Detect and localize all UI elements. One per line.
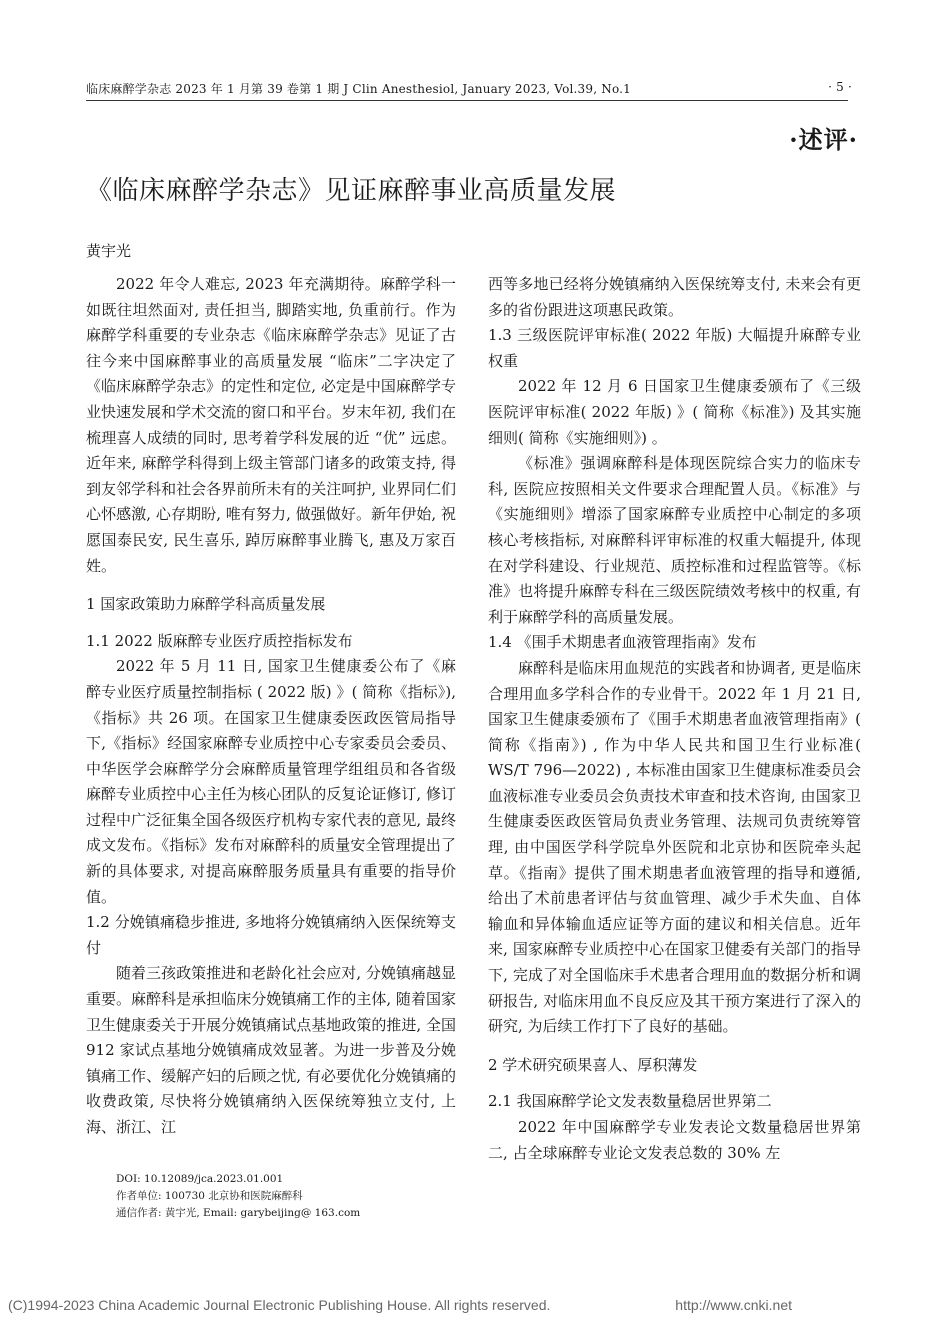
intro-paragraph: 2022 年令人难忘, 2023 年充满期待。麻醉学科一如既往坦然面对, 责任担当, 脚踏实地, 负重前行。作为麻醉学科重要的专业杂志《临床麻醉学杂志》见证了古往今来中国麻醉事业的高质量发展 “临床”二字决定了《临床麻醉学杂志》的定性和定位, 必定是中国麻醉学专业快速发展和学术交流的窗口和平台。岁末年初, 我们在梳理喜人成绩的同时, 思考着学科发展的近 “优” 远虑。近年来, 麻醉学科得到上级主管部门诸多的政策支持, 得到友邻学科和社会各界前所未有的关注呵护, 业界同仁们心怀感激, 心存期盼, 唯有努力, 做强做好。新年伊始, 祝愿国泰民安, 民生喜乐, 踔厉麻醉事业腾飞, 惠及万家百姓。 — [86, 275, 456, 575]
section-1-2-continued: 西等多地已经将分娩镇痛纳入医保统筹支付, 未来会有更多的省份跟进这项惠民政策。 — [488, 275, 861, 319]
affiliation: 作者单位: 100730 北京协和医院麻醉科 — [116, 1190, 303, 1202]
journal-info: 临床麻醉学杂志 2023 年 1 月第 39 卷第 1 期 J Clin Anesthesiol, January 2023, Vol.39, No.1 — [86, 82, 632, 96]
article-title: 《临床麻醉学杂志》见证麻醉事业高质量发展 — [86, 176, 617, 206]
article-author: 黄宇光 — [86, 242, 132, 260]
section-1-2-paragraph: 随着三孩政策推进和老龄化社会应对, 分娩镇痛越显重要。麻醉科是承担临床分娩镇痛工作的主体, 随着国家卫生健康委关于开展分娩镇痛试点基地政策的推进, 全国 912 家试点基地分娩镇痛成效显著。为进一步普及分娩镇痛工作、缓解产妇的后顾之忧, 有必要优化分娩镇痛的收费政策, 尽快将分娩镇痛纳入医保统筹独立支付, 上海、浙江、江 — [86, 964, 456, 1136]
section-1-3-paragraph-b: 《标准》强调麻醉科是体现医院综合实力的临床专科, 医院应按照相关文件要求合理配置人员。《标准》与《实施细则》增添了国家麻醉专业质控中心制定的多项核心考核指标, 对麻醉科评审标准的权重大幅提升, 体现在对学科建设、行业规范、质控标准和过程监管等。《标准》也将提升麻醉专科在三级医院绩效考核中的权重, 有利于麻醉学科的高质量发展。 — [488, 454, 861, 626]
cnki-url: http://www.cnki.net — [675, 1297, 792, 1313]
section-1-1-heading: 1.1 2022 版麻醉专业医疗质控指标发布 — [86, 631, 353, 650]
section-2-1-heading: 2.1 我国麻醉学论文发表数量稳居世界第二 — [488, 1092, 772, 1111]
page-number: · 5 · — [828, 80, 852, 94]
section-2-heading: 2 学术研究硕果喜人、厚积薄发 — [488, 1055, 698, 1074]
right-column — [488, 272, 861, 1166]
doi: DOI: 10.12089/jca.2023.01.001 — [116, 1173, 284, 1185]
section-1-4-paragraph: 麻醉科是临床用血规范的实践者和协调者, 更是临床合理用血多学科合作的专业骨干。2022 年 1 月 21 日, 国家卫生健康委颁布了《围手术期患者血液管理指南》( 简称《指南》) , 作为中华人民共和国卫生行业标准( WS/T 796—2022) , 本标准由国家卫生健康标准委员会血液标准专业委员会负责技术审查和技术咨询, 由国家卫生健康委医政医管局负责业务管理、法规司负责统筹管理, 由中国医学科学院阜外医院和北京协和医院牵头起草。《指南》提供了围术期患者血液管理的指导和遵循, 给出了术前患者评估与贫血管理、减少手术失血、自体输血和异体输血适应证等方面的建议和相关信息。近年来, 国家麻醉专业质控中心在国家卫健委有关部门的指导下, 完成了对全国临床手术患者合理用血的数据分析和调研报告, 对临床用血不良反应及其干预方案进行了深入的研究, 为后续工作打下了良好的基础。 — [488, 658, 861, 1036]
section-1-heading: 1 国家政策助力麻醉学科高质量发展 — [86, 595, 326, 614]
section-1-4-heading: 1.4 《围手术期患者血液管理指南》发布 — [488, 633, 757, 652]
section-2-1-paragraph: 2022 年中国麻醉学专业发表论文数量稳居世界第二, 占全球麻醉专业论文发表总数的 30% 左 — [488, 1118, 861, 1162]
correspondence: 通信作者: 黄宇光, Email: garybeijing@ 163.com — [116, 1207, 361, 1219]
copyright-text: (C)1994-2023 China Academic Journal Electronic Publishing House. All rights reserved. — [8, 1297, 551, 1313]
section-1-1-paragraph: 2022 年 5 月 11 日, 国家卫生健康委公布了《麻醉专业医疗质量控制指标 ( 2022 版) 》( 简称《指标》),《指标》共 26 项。在国家卫生健康委医政医管局指导下,《指标》经国家麻醉专业质控中心专家委员会委员、中华医学会麻醉学分会麻醉质量管理学组组员和各省级麻醉专业质控中心主任为核心团队的反复论证修订, 修订过程中广泛征集全国各级医疗机构专家代表的意见, 最终成文发布。《指标》发布对麻醉科的质量安全管理提出了新的具体要求, 对提高麻醉服务质量具有重要的指导价值。 — [86, 657, 456, 906]
section-1-3-heading: 1.3 三级医院评审标准( 2022 年版) 大幅提升麻醉专业权重 — [488, 326, 861, 370]
header-rule — [86, 100, 848, 101]
left-column — [86, 272, 456, 1141]
section-label: ·述评· — [789, 125, 858, 154]
copyright-bar — [8, 1297, 942, 1313]
section-1-2-heading: 1.2 分娩镇痛稳步推进, 多地将分娩镇痛纳入医保统筹支付 — [86, 913, 456, 957]
section-1-3-paragraph-a: 2022 年 12 月 6 日国家卫生健康委颁布了《三级医院评审标准( 2022 年版) 》( 简称《标准》) 及其实施细则( 简称《实施细则》) 。 — [488, 377, 861, 447]
footnote — [116, 1171, 360, 1222]
